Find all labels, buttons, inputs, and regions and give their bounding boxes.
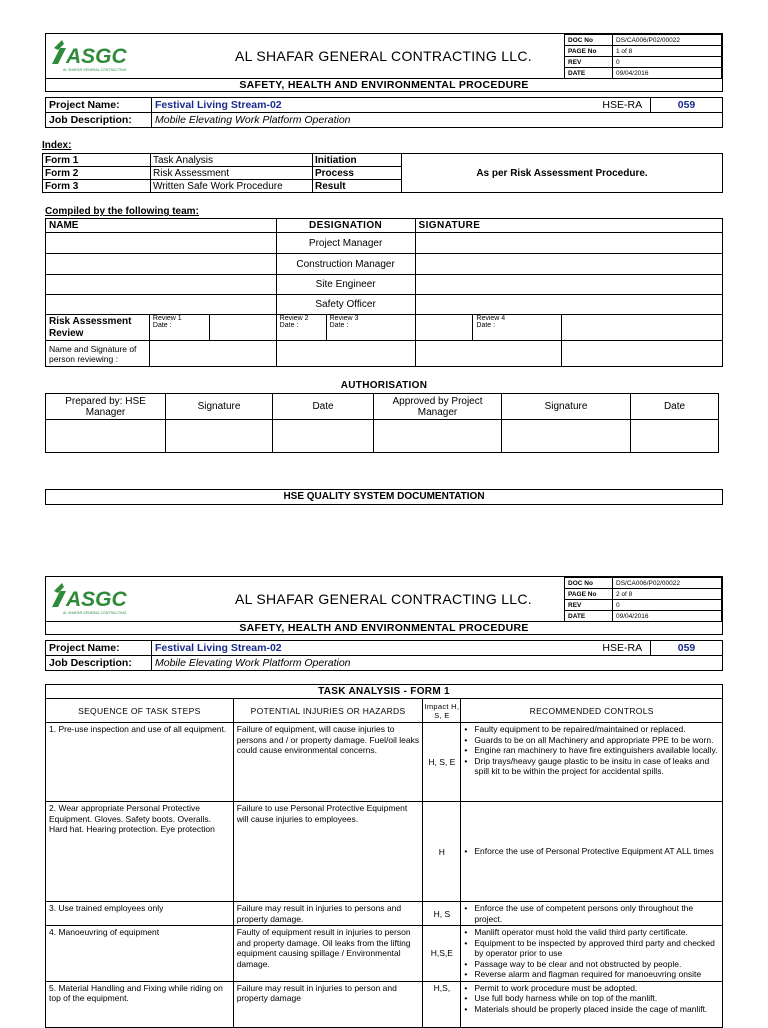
meta-value: 0 [613,600,722,611]
meta-value: 09/04/2016 [613,611,722,622]
index-form: Form 1 [43,154,151,167]
designation-cell: Construction Manager [276,254,415,275]
review-date-label: Date : [279,322,299,329]
meta-key: DATE [565,611,613,622]
task-hazard: Failure of equipment, will cause injuries to persons and / or property damage. Fuel/oil leaks could cause environmental concerns. [233,723,423,802]
team-header-designation: DESIGNATION [276,219,415,233]
project-table [45,97,723,128]
meta-value: DS/CA006/P02/00022 [613,35,722,46]
review-date-label: Date : [152,322,172,329]
meta-key: REV [565,600,613,611]
table-row [46,926,723,982]
procedure-title: SAFETY, HEALTH AND ENVIRONMENTAL PROCEDURE [45,79,723,92]
project-table [45,640,723,671]
review-label: Review 3 [329,315,359,322]
project-label: Project Name: [46,98,152,113]
auth-header: Date [273,394,374,420]
company-name: AL SHAFAR GENERAL CONTRACTING LLC. [234,591,532,607]
meta-value: 0 [613,57,722,68]
index-stage: Initiation [313,154,402,167]
index-name: Written Safe Work Procedure [151,180,313,193]
logo-subtext: AL SHAFAR GENERAL CONTRACTING [63,611,127,615]
task-impact: H,S,E [423,926,461,982]
review-label: Review 2 [279,315,309,322]
control-item: • Enforce the use of competent persons only throughout the project. [464,903,719,924]
designation-cell: Project Manager [276,233,415,254]
control-item: • Permit to work procedure must be adopted. [464,983,719,994]
job-description: Mobile Elevating Work Platform Operation [152,113,723,128]
task-step: 1. Pre-use inspection and use of all equipment. [46,723,234,802]
auth-header: Signature [166,394,273,420]
task-step: 4. Manoeuvring of equipment [46,926,234,982]
control-item: • Passage way to be clear and not obstructed by people. [464,959,719,970]
meta-value: 09/04/2016 [613,68,722,79]
task-analysis-title: TASK ANALYSIS - FORM 1 [46,685,723,699]
review-date-label: Date : [476,322,496,329]
index-form: Form 2 [43,167,151,180]
task-hazard: Faulty of equipment result in injuries to person and property damage. Oil leaks from the lifting equipment causing spillage / Environmental damage. [233,926,423,982]
index-table [42,153,723,193]
page2-header [45,576,723,622]
auth-header: Prepared by: HSE Manager [46,394,166,420]
table-row [46,723,723,802]
qsd-banner: HSE QUALITY SYSTEM DOCUMENTATION [45,489,723,505]
team-table [45,218,723,367]
control-item: • Equipment to be inspected by approved third party and checked by operator prior to use [464,938,719,959]
task-hazard: Failure may result in injuries to persons and property damage. [233,902,423,926]
task-impact: H,S, [423,981,461,1027]
authorisation-table [45,393,719,453]
logo-subtext: AL SHAFAR GENERAL CONTRACTING [63,68,127,72]
table-row [46,981,723,1027]
col-header-sequence: SEQUENCE OF TASK STEPS [46,699,234,723]
task-impact: H, S, E [423,723,461,802]
risk-review-label: Risk Assessment Review [46,315,150,341]
job-label: Job Description: [46,113,152,128]
col-header-controls: RECOMMENDED CONTROLS [461,699,723,723]
table-row [46,802,723,902]
col-header-impact: Impact H, S, E [423,699,461,723]
auth-header: Approved by Project Manager [374,394,502,420]
task-hazard: Failure to use Personal Protective Equipment will cause injuries to employees. [233,802,423,902]
hse-label: HSE-RA [595,98,651,113]
index-label: Index: [42,140,72,151]
control-item: • Manlift operator must hold the valid third party certificate. [464,927,719,938]
task-analysis-table [45,684,723,1028]
team-header-signature: SIGNATURE [415,219,722,233]
control-item: • Use full body harness while on top of the manlift. [464,993,719,1004]
index-name: Task Analysis [151,154,313,167]
company-logo [46,577,156,621]
review-date-label: Date : [329,322,349,329]
col-header-hazards: POTENTIAL INJURIES OR HAZARDS [233,699,423,723]
job-label: Job Description: [46,656,152,671]
review-label: Review 1 [152,315,182,322]
page1-header [45,33,723,79]
compiled-label: Compiled by the following team: [45,206,199,217]
table-row [46,902,723,926]
company-name: AL SHAFAR GENERAL CONTRACTING LLC. [234,48,532,64]
task-impact: H, S [423,902,461,926]
project-label: Project Name: [46,641,152,656]
designation-cell: Site Engineer [276,275,415,295]
review-label: Review 4 [476,315,506,322]
meta-key: DATE [565,68,613,79]
hse-number: 059 [651,641,723,656]
project-name: Festival Living Stream-02 [152,98,595,113]
task-step: 5. Material Handling and Fixing while riding on top of the equipment. [46,981,234,1027]
designation-cell: Safety Officer [276,295,415,315]
control-item: • Materials should be properly placed inside the cage of manlift. [464,1004,719,1015]
job-description: Mobile Elevating Work Platform Operation [152,656,723,671]
meta-key: REV [565,57,613,68]
control-item: • Guards to be on all Machinery and appropriate PPE to be worn. [464,735,719,746]
auth-header: Signature [502,394,631,420]
team-header-name: NAME [46,219,277,233]
meta-value: 2 of 8 [613,589,722,600]
index-name: Risk Assessment [151,167,313,180]
index-stage: Process [313,167,402,180]
control-item: • Reverse alarm and flagman required for manoeuvring onsite [464,969,719,980]
meta-key: PAGE No [565,589,613,600]
doc-meta-table [564,577,722,622]
meta-value: 1 of 8 [613,46,722,57]
task-step: 3. Use trained employees only [46,902,234,926]
meta-value: DS/CA006/P02/00022 [613,578,722,589]
control-item: • Enforce the use of Personal Protective Equipment AT ALL times [464,846,719,857]
authorisation-label: AUTHORISATION [340,380,428,391]
meta-key: DOC No [565,578,613,589]
procedure-title: SAFETY, HEALTH AND ENVIRONMENTAL PROCEDURE [45,622,723,635]
index-stage: Result [313,180,402,193]
doc-meta-table [564,34,722,79]
task-step: 2. Wear appropriate Personal Protective Equipment. Gloves. Safety boots. Overalls. Hard hat. Hearing protection. Eye protection [46,802,234,902]
meta-key: DOC No [565,35,613,46]
auth-header: Date [631,394,719,420]
reviewer-label: Name and Signature of person reviewing : [46,341,150,367]
project-name: Festival Living Stream-02 [152,641,595,656]
task-hazard: Failure may result in injuries to person and property damage [233,981,423,1027]
control-item: • Engine ran machinery to have fire extinguishers available locally. [464,745,719,756]
hse-number: 059 [651,98,723,113]
control-item: • Faulty equipment to be repaired/maintained or replaced. [464,724,719,735]
hse-label: HSE-RA [595,641,651,656]
company-logo [46,34,156,78]
meta-key: PAGE No [565,46,613,57]
index-form: Form 3 [43,180,151,193]
logo-text: ASGC [66,588,127,611]
index-note: As per Risk Assessment Procedure. [402,154,723,193]
logo-text: ASGC [66,45,127,68]
control-item: • Drip trays/heavy gauge plastic to be insitu in case of leaks and spill kit to be within the project for accidental spills. [464,756,719,777]
task-impact: H [423,802,461,902]
